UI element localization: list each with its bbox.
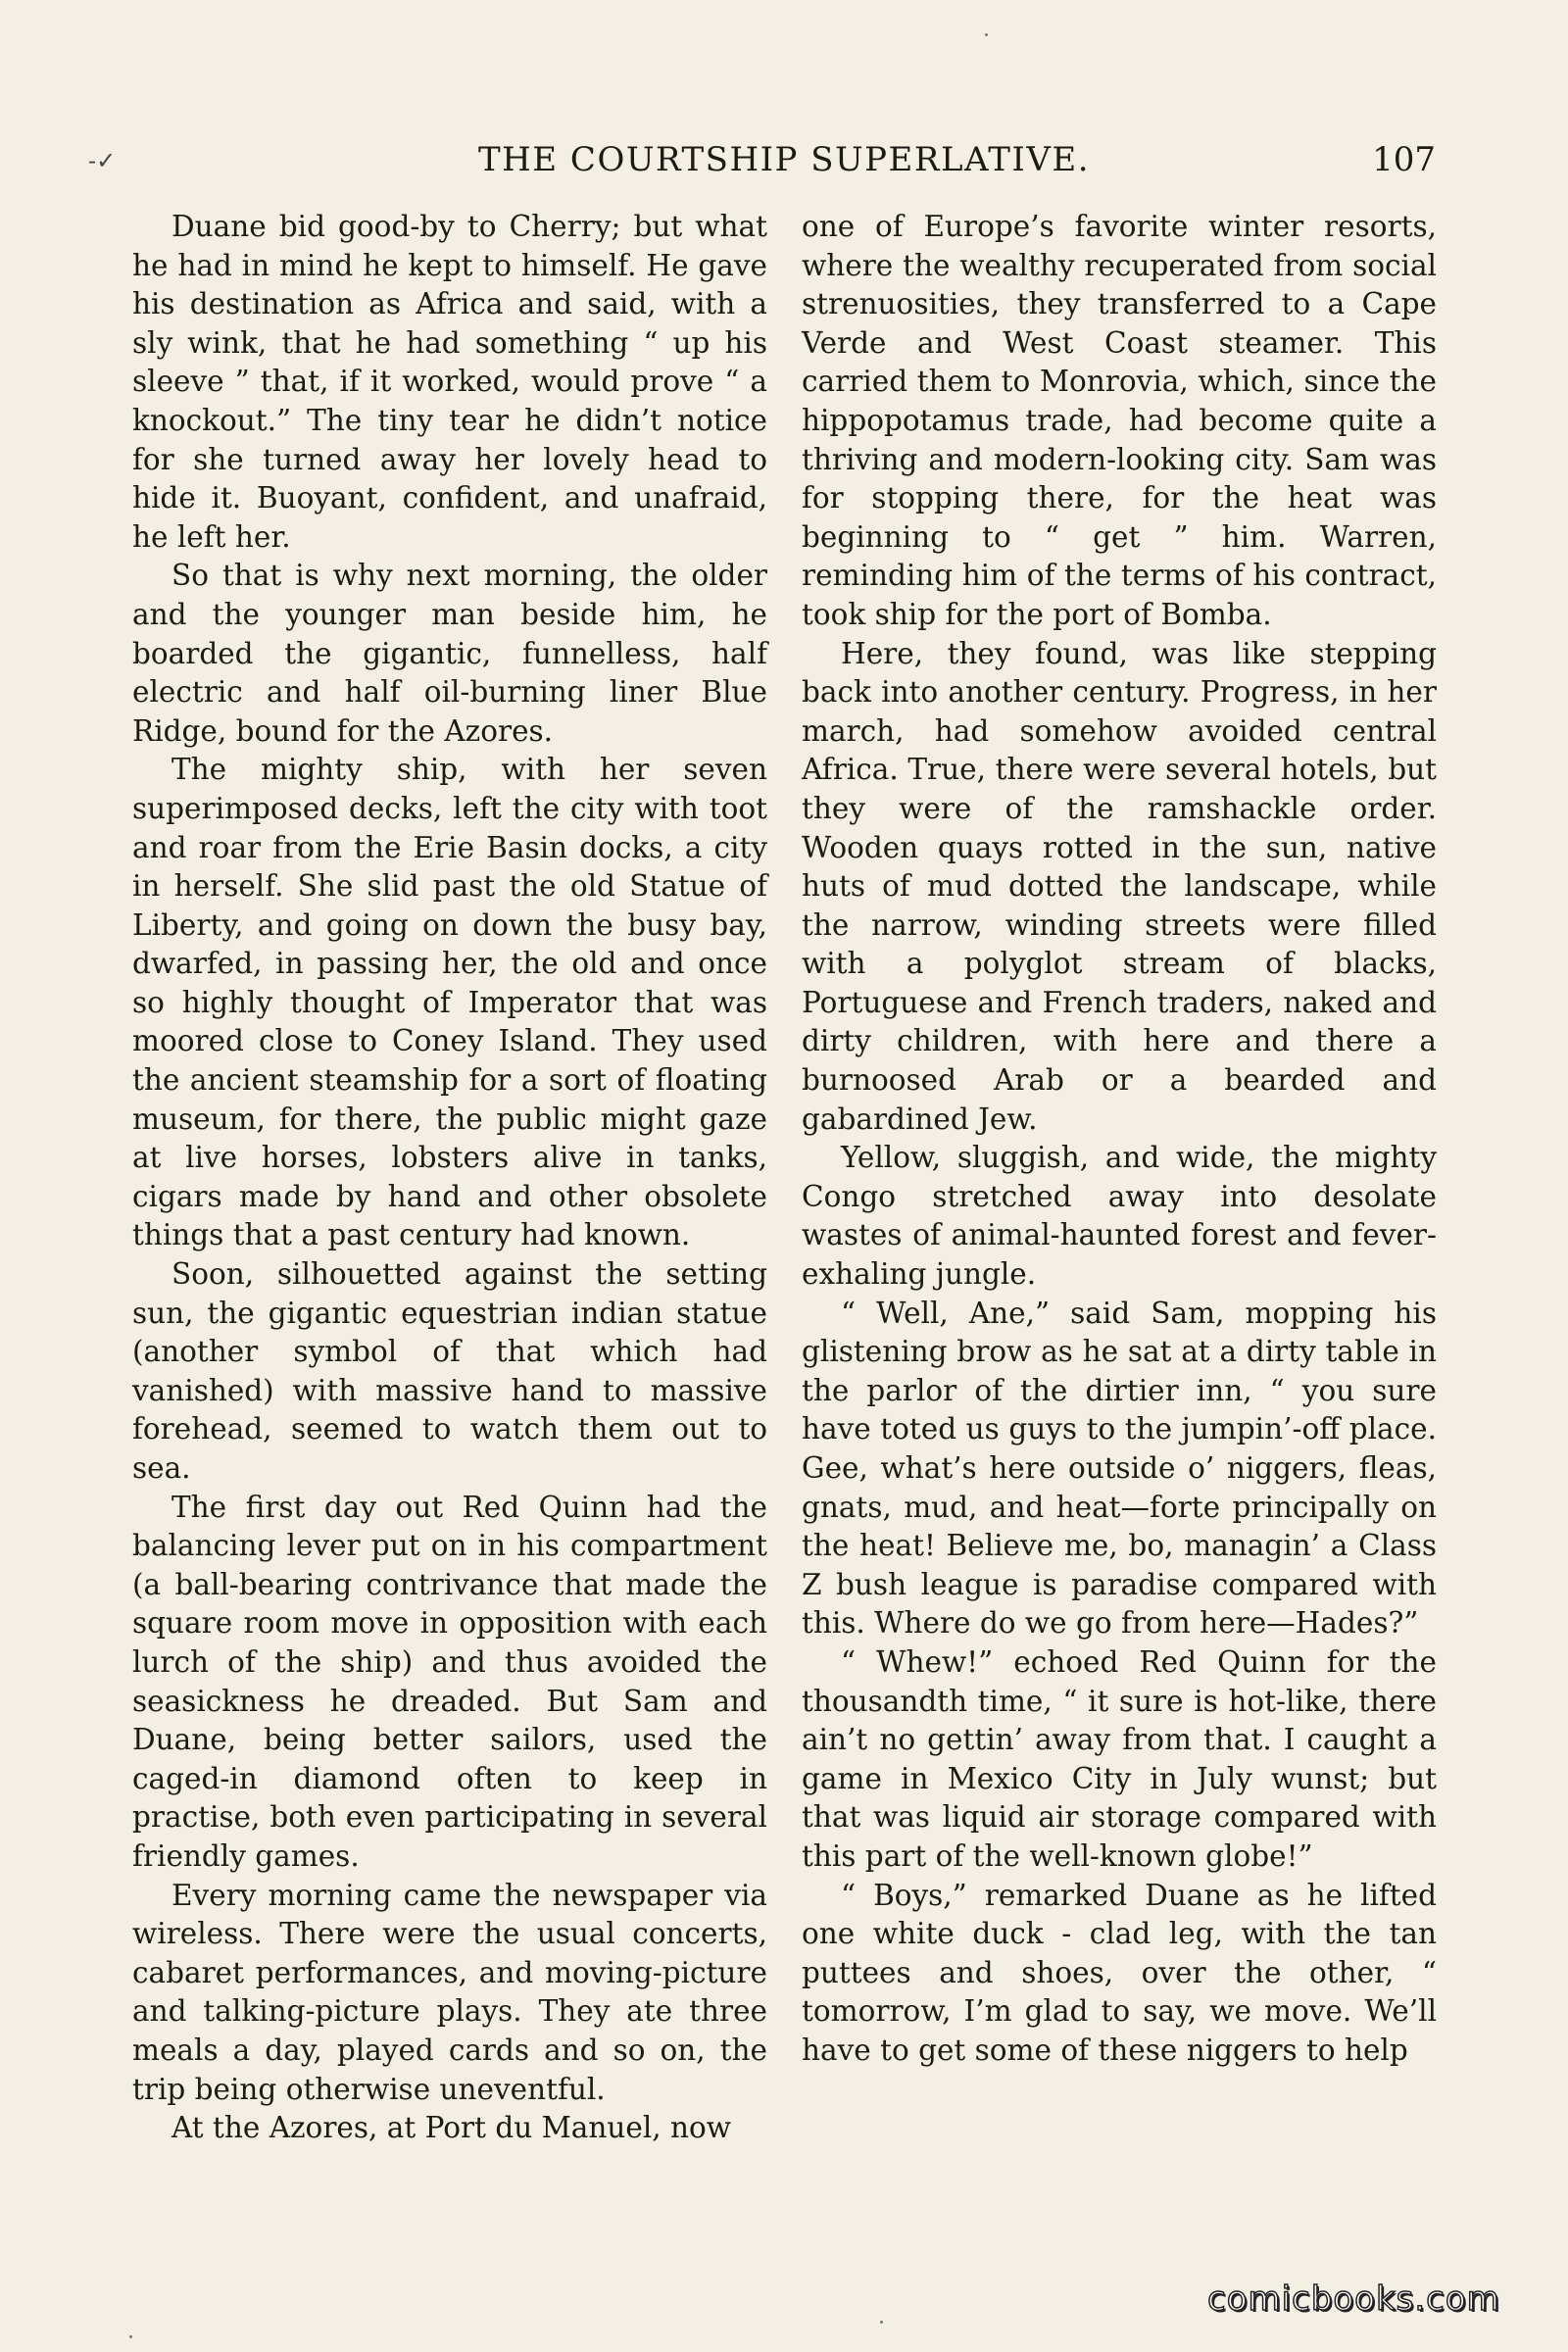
paragraph: “ Whew!” echoed Red Quinn for the thousandth time, “ it sure is hot-like, there ain’t no gettin’ away from that. I caught a game in Mexico City in July wunst; but that was liquid air storage compared with this part of the well-known globe!”: [802, 1644, 1437, 1873]
paragraph: The first day out Red Quinn had the balancing lever put on in his compartment (a ball-bearing contrivance that made the square room move in opposition with each lurch of the ship) and thus avoided the seasickness he dreaded. But Sam and Duane, being better sailors, used the caged-in diamond often to keep in practise, both even participating in several friendly games.: [132, 1490, 767, 1873]
paragraph: “ Well, Ane,” said Sam, mopping his glistening brow as he sat at a dirty table in the parlor of the dirtier inn, “ you sure have toted us guys to the jumpin’-off place. Gee, what’s here outside o’ niggers, fleas, gnats, mud, and heat—forte principally on the heat! Believe me, bo, managin’ a Class Z bush league is paradise compared with this. Where do we go from here—Hades?”: [802, 1296, 1437, 1641]
paper-speck: [129, 2335, 132, 2338]
paragraph: Yellow, sluggish, and wide, the mighty Congo stretched away into desolate wastes of animal-haunted forest and fever-exhaling jungle.: [802, 1141, 1437, 1292]
paper-speck: [985, 33, 988, 36]
watermark: comicbooks.com: [1207, 2279, 1500, 2319]
paragraph: So that is why next morning, the older and the younger man beside him, he boarded the gigantic, funnelless, half electric and half oil-burning liner Blue Ridge, bound for the Azores.: [132, 559, 767, 748]
paragraph: Soon, silhouetted against the setting sun, the gigantic equestrian indian statue (another symbol of that which had vanished) with massive hand to massive forehead, seemed to watch them out to sea.: [132, 1257, 767, 1485]
paragraph: Every morning came the newspaper via wireless. There were the usual concerts, cabaret performances, and moving-picture and talking-picture plays. They ate three meals a day, played cards and so on, the trip being otherwise uneventful.: [132, 1878, 767, 2106]
paragraph: The mighty ship, with her seven superimposed decks, left the city with toot and roar from the Erie Basin docks, a city in herself. She slid past the old Statue of Liberty, and going on down the busy bay, dwarfed, in passing her, the old and once so highly thought of Imperator that was moored close to Coney Island. They used the ancient steamship for a sort of floating museum, for there, the public might gaze at live horses, lobsters alive in tanks, cigars made by hand and other obsolete things that a past century had known.: [132, 753, 767, 1252]
paragraph: “ Boys,” remarked Duane as he lifted one white duck - clad leg, with the tan puttees and shoes, over the other, “ tomorrow, I’m glad to say, we move. We’ll have to get some of these niggers to help: [802, 1878, 1437, 2067]
paragraph: Duane bid good-by to Cherry; but what he had in mind he kept to himself. He gave his destination as Africa and said, with a sly wink, that he had something “ up his sleeve ” that, if it worked, would prove “ a knockout.” The tiny tear he didn’t notice for she turned away her lovely head to hide it. Buoyant, confident, and unafraid, he left her.: [132, 210, 767, 554]
paragraph: At the Azores, at Port du Manuel, now: [172, 2111, 732, 2145]
paragraph: Here, they found, was like stepping back into another century. Progress, in her march, had somehow avoided central Africa. True, there were several hotels, but they were of the ramshackle order. Wooden quays rotted in the sun, native huts of mud dotted the landscape, while the narrow, winding streets were filled with a polyglot stream of blacks, Portuguese and French traders, naked and dirty children, with here and there a burnoosed Arab or a bearded and gabardined Jew.: [802, 636, 1437, 1136]
paper-speck: [880, 2321, 883, 2324]
margin-mark: -✓: [88, 147, 117, 174]
page-number: 107: [1372, 140, 1436, 179]
right-column: [802, 208, 1437, 2071]
paragraph: one of Europe’s favorite winter resorts, where the wealthy recuperated from social strenuosities, they transferred to a Cape Verde and West Coast steamer. This carried them to Monrovia, which, since the hippopotamus trade, had become quite a thriving and modern-looking city. Sam was for stopping there, for the heat was beginning to “ get ” him. Warren, reminding him of the terms of his contract, took ship for the port of Bomba.: [802, 210, 1437, 631]
running-header: [88, 135, 1436, 184]
page-title: THE COURTSHIP SUPERLATIVE.: [477, 140, 1091, 179]
left-column: [132, 208, 767, 2148]
